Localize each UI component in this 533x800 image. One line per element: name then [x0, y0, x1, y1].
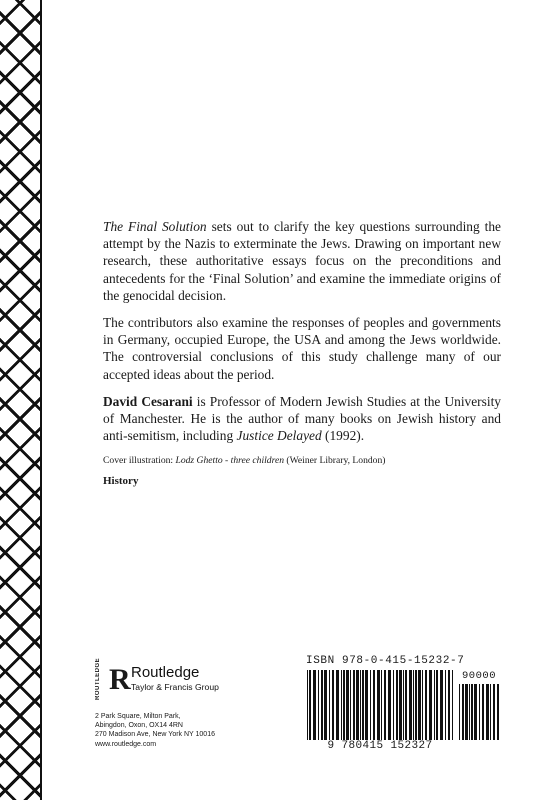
address-line: 270 Madison Ave, New York NY 10016 — [95, 731, 215, 739]
subject-category: History — [103, 475, 139, 488]
blurb-paragraph-2: The contributors also examine the responses of peoples and governments in Germany, occupied Europe, the USA and among the Jews worldwide. The controversial conclusions of this study challenge many of our accepted ideas about the period. — [103, 315, 501, 382]
isbn-label: ISBN 978-0-415-15232-7 — [306, 655, 465, 667]
book-title: The Final Solution — [103, 219, 207, 234]
author-bio — [103, 393, 501, 445]
author-book-title: Justice Delayed — [236, 428, 322, 444]
barcode-addon-digits: 90000 — [461, 670, 496, 682]
barcode-addon-icon — [458, 684, 500, 740]
barcode-digits: 9 780415 152327 — [306, 740, 454, 752]
publisher-logo — [95, 657, 295, 702]
author-bio-text: is Professor of Modern Jewish Studies at the University of Manchester. He is the author of many books on Jewish history and anti-semitism, including — [103, 393, 501, 444]
publisher-address — [95, 712, 295, 749]
cover-illustration-credit — [103, 454, 501, 467]
address-line: 2 Park Square, Milton Park, — [95, 713, 181, 720]
decorative-pattern-band — [0, 0, 42, 800]
cover-credit-label: Cover illustration: — [103, 455, 176, 467]
blurb-text-1: sets out to clarify the key questions surrounding the attempt by the Nazis to exterminate the Jews. Drawing on important new research, these authoritative essays focus on the preconditions and antecedents for the ‘Final Solution’ and examine the immediate origins of the genocidal decision. — [103, 219, 501, 303]
publisher-vertical-text: ROUTLEDGE — [95, 657, 101, 700]
isbn-barcode-block — [306, 655, 501, 752]
publisher-block — [95, 657, 295, 749]
address-line: www.routledge.com — [95, 740, 157, 748]
author-bio-end: (1992). — [321, 428, 365, 444]
back-cover-text — [103, 218, 501, 487]
author-name: David Cesarani — [103, 393, 193, 409]
routledge-logo-icon: R — [109, 663, 131, 696]
address-line: Abingdon, Oxon, OX14 4RN — [95, 722, 183, 730]
cover-credit-title: Lodz Ghetto - three children — [175, 455, 285, 467]
publisher-group: Taylor & Francis Group — [131, 682, 219, 692]
publisher-name: Routledge — [131, 664, 200, 681]
blurb-paragraph-1 — [103, 218, 501, 304]
barcode-row — [306, 670, 501, 752]
cover-credit-source: (Weiner Library, London) — [284, 455, 386, 467]
